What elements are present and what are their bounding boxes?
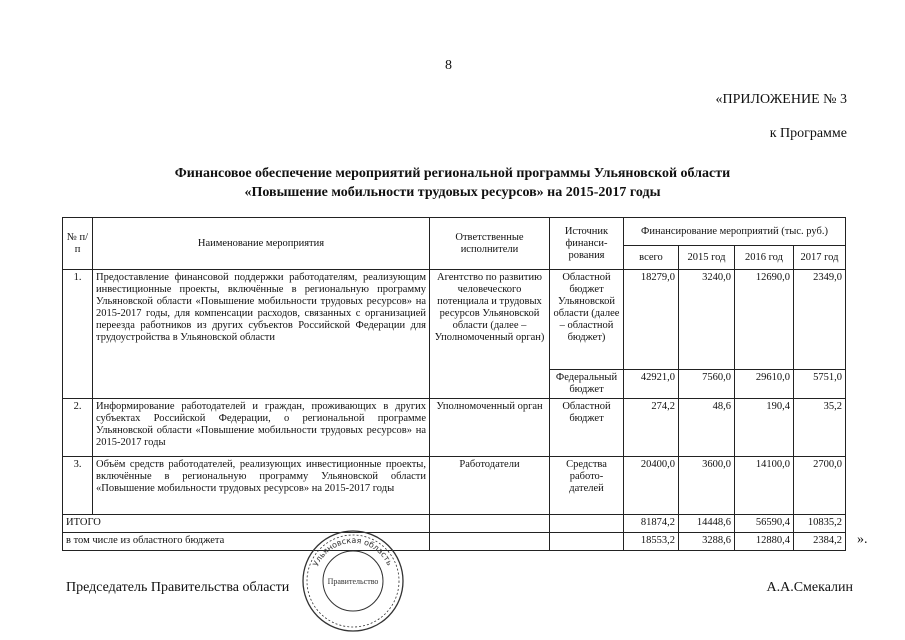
incl-exec xyxy=(430,533,550,551)
row3-total: 20400,0 xyxy=(624,457,679,515)
header-total: всего xyxy=(624,246,679,270)
row1-total-federal: 42921,0 xyxy=(624,370,679,399)
title-line-2: «Повышение мобильности трудовых ресурсов» на 2015-2017 годы xyxy=(244,185,661,200)
header-num: № п/п xyxy=(63,218,93,270)
row1-source-regional: Областной бюджет Ульяновской области (далее – областной бюджет) xyxy=(550,270,624,370)
row2-2017: 35,2 xyxy=(794,399,846,457)
row1-2016-federal: 29610,0 xyxy=(735,370,794,399)
header-2015: 2015 год xyxy=(679,246,735,270)
row3-exec: Работодатели xyxy=(430,457,550,515)
incl-total: 18553,2 xyxy=(624,533,679,551)
row2-name: Информирование работодателей и граждан, проживающих в других субъектах Российской Федерации, о региональной программе Ульяновской области «Повышение мобильности трудовых ресурсов» на 2015-2017 годы xyxy=(93,399,430,457)
itogo-total: 81874,2 xyxy=(624,515,679,533)
row1-2015-regional: 3240,0 xyxy=(679,270,735,370)
incl-label: в том числе из областного бюджета xyxy=(63,533,430,551)
signature-left: Председатель Правительства области xyxy=(66,580,290,595)
program-label: к Программе xyxy=(769,126,847,141)
row1-2017-regional: 2349,0 xyxy=(794,270,846,370)
signature-right: А.А.Смекалин xyxy=(766,580,853,595)
closing-quote: ». xyxy=(857,532,868,547)
itogo-2016: 56590,4 xyxy=(735,515,794,533)
incl-source xyxy=(550,533,624,551)
row2-num: 2. xyxy=(63,399,93,457)
financing-table xyxy=(62,217,846,551)
row2-exec: Уполномоченный орган xyxy=(430,399,550,457)
row2-2016: 190,4 xyxy=(735,399,794,457)
incl-2016: 12880,4 xyxy=(735,533,794,551)
row2-source: Областной бюджет xyxy=(550,399,624,457)
row2-2015: 48,6 xyxy=(679,399,735,457)
itogo-label: ИТОГО xyxy=(63,515,430,533)
row2-total: 274,2 xyxy=(624,399,679,457)
title-line-1: Финансовое обеспечение мероприятий региональной программы Ульяновской области xyxy=(174,166,731,181)
row3-2017: 2700,0 xyxy=(794,457,846,515)
row3-num: 3. xyxy=(63,457,93,515)
itogo-2015: 14448,6 xyxy=(679,515,735,533)
row3-2015: 3600,0 xyxy=(679,457,735,515)
svg-text:Правительство: Правительство xyxy=(327,577,379,586)
header-financing: Финансирование мероприятий (тыс. руб.) xyxy=(624,218,846,246)
incl-2017: 2384,2 xyxy=(794,533,846,551)
appendix-label: «ПРИЛОЖЕНИЕ № 3 xyxy=(715,92,847,107)
row1-2017-federal: 5751,0 xyxy=(794,370,846,399)
row1-2015-federal: 7560,0 xyxy=(679,370,735,399)
svg-text:Ульяновская область: Ульяновская область xyxy=(311,535,395,568)
row1-name: Предоставление финансовой поддержки работодателям, реализующим инвестиционные проекты, включённые в региональную программу Ульяновской области «Повышение мобильности трудовых ресурсов» на 2015-2017 годы, для компенсации расходов, связанных с организацией переезда работников из других субъектов Российской Федерации для трудоустройства в Ульяновской области xyxy=(93,270,430,399)
row1-source-federal: Федеральный бюджет xyxy=(550,370,624,399)
row1-2016-regional: 12690,0 xyxy=(735,270,794,370)
row3-source: Средства работо-дателей xyxy=(550,457,624,515)
header-2016: 2016 год xyxy=(735,246,794,270)
itogo-2017: 10835,2 xyxy=(794,515,846,533)
header-exec: Ответственные исполнители xyxy=(430,218,550,270)
row3-2016: 14100,0 xyxy=(735,457,794,515)
row3-name: Объём средств работодателей, реализующих инвестиционные проекты, включённые в региональную программу Ульяновской области «Повышение мобильности трудовых ресурсов» на 2015-2017 годы xyxy=(93,457,430,515)
government-seal xyxy=(300,528,406,634)
row1-exec: Агентство по развитию человеческого потенциала и трудовых ресурсов Ульяновской области (далее – Уполномоченный орган) xyxy=(430,270,550,399)
itogo-source xyxy=(550,515,624,533)
page-number: 8 xyxy=(445,58,452,73)
header-name: Наименование мероприятия xyxy=(93,218,430,270)
itogo-exec xyxy=(430,515,550,533)
row1-num: 1. xyxy=(63,270,93,399)
row1-total-regional: 18279,0 xyxy=(624,270,679,370)
header-2017: 2017 год xyxy=(794,246,846,270)
header-source: Источник финанси-рования xyxy=(550,218,624,270)
incl-2015: 3288,6 xyxy=(679,533,735,551)
